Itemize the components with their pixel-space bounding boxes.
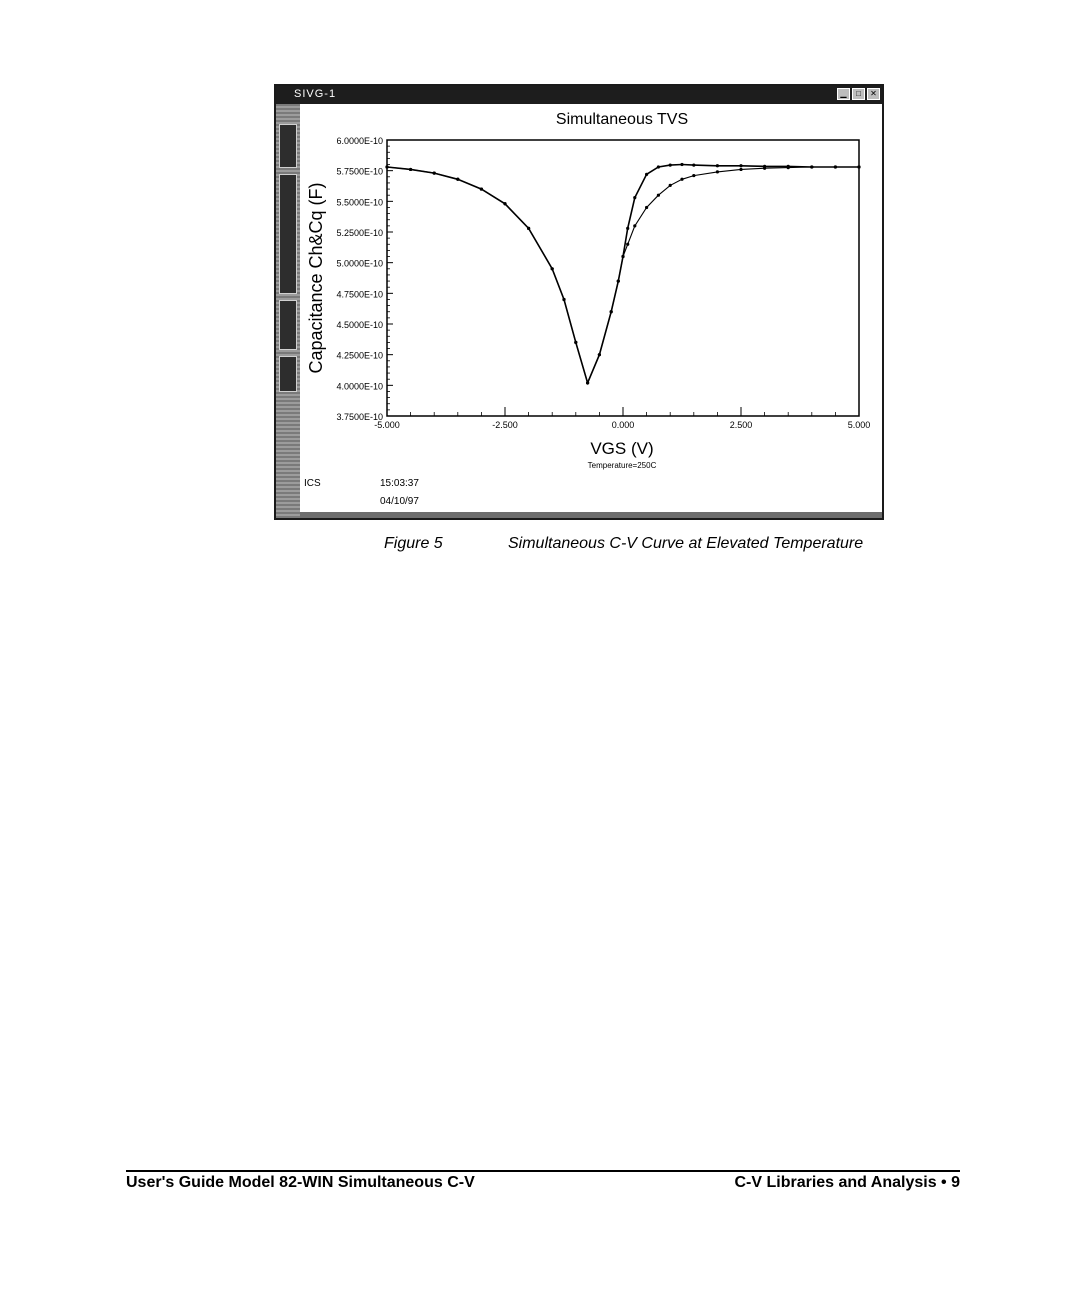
figure-caption: Simultaneous C-V Curve at Elevated Temperature xyxy=(508,535,864,552)
x-tick-label: 5.000 xyxy=(847,420,871,430)
series-2-point xyxy=(763,167,766,170)
x-tick-label: 0.000 xyxy=(611,420,635,430)
y-tick-label: 5.5000E-10 xyxy=(336,197,383,208)
series-1-point xyxy=(633,196,636,199)
series-1-point xyxy=(626,227,629,230)
series-2-point xyxy=(657,194,660,197)
series-1-point xyxy=(657,165,660,168)
side-tab-2[interactable] xyxy=(279,174,297,294)
footer-left: User's Guide Model 82-WIN Simultaneous C-V xyxy=(126,1174,475,1191)
series-1-point xyxy=(680,163,683,166)
series-2-point xyxy=(433,172,436,175)
window-title: SIVG-1 xyxy=(294,88,337,100)
side-tab-4[interactable] xyxy=(279,356,297,392)
series-2-point xyxy=(810,165,813,168)
cv-chart xyxy=(300,104,882,484)
y-tick-label: 4.5000E-10 xyxy=(336,320,383,330)
series-line-2 xyxy=(387,167,859,383)
y-axis-label: Capacitance Ch&Cq (F) xyxy=(306,182,326,374)
plot-window xyxy=(274,84,884,520)
series-2-point xyxy=(562,298,565,301)
series-2-point xyxy=(409,168,412,171)
series-2-point xyxy=(633,224,636,227)
series-1-point xyxy=(739,164,742,167)
series-2-point xyxy=(692,174,695,177)
close-icon[interactable]: ✕ xyxy=(867,88,880,100)
series-line-1 xyxy=(387,165,859,383)
series-2-point xyxy=(716,170,719,173)
footer-right: C-V Libraries and Analysis • 9 xyxy=(734,1174,960,1191)
chart-title: Simultaneous TVS xyxy=(555,111,689,128)
series-2-point xyxy=(598,353,601,356)
plot-frame xyxy=(387,140,859,416)
series-2-point xyxy=(574,341,577,344)
side-tab-1[interactable] xyxy=(279,124,297,168)
y-tick-label: 5.2500E-10 xyxy=(336,228,383,238)
series-2-point xyxy=(586,381,589,384)
series-2-point xyxy=(610,310,613,313)
series-1-point xyxy=(669,164,672,167)
y-tick-label: 5.7500E-10 xyxy=(336,166,383,177)
series-2-point xyxy=(857,165,860,168)
y-tick-label: 3.7500E-10 xyxy=(336,412,383,422)
series-1-point xyxy=(692,164,695,167)
stamp-date: 04/10/97 xyxy=(380,496,419,507)
series-2-point xyxy=(739,168,742,171)
x-axis-label: VGS (V) xyxy=(590,439,654,458)
series-2-point xyxy=(480,187,483,190)
y-tick-label: 4.7500E-10 xyxy=(336,289,383,300)
series-2-point xyxy=(645,206,648,209)
footer-rule xyxy=(126,1170,960,1172)
series-2-point xyxy=(669,184,672,187)
maximize-icon[interactable]: □ xyxy=(852,88,865,100)
figure-number: Figure 5 xyxy=(384,535,443,552)
series-2-point xyxy=(503,202,506,205)
series-2-point xyxy=(621,255,624,258)
chart-subtitle: Temperature=250C xyxy=(587,461,657,470)
series-2-point xyxy=(617,279,620,282)
minimize-icon[interactable]: ▁ xyxy=(837,88,850,100)
series-1-point xyxy=(716,164,719,167)
window-title-bar xyxy=(276,86,882,104)
side-tab-3[interactable] xyxy=(279,300,297,350)
x-tick-label: 2.500 xyxy=(729,420,753,430)
y-tick-label: 4.2500E-10 xyxy=(336,350,383,361)
series-2-point xyxy=(680,178,683,181)
series-2-point xyxy=(456,178,459,181)
stamp-time: 15:03:37 xyxy=(380,478,419,489)
y-tick-label: 4.0000E-10 xyxy=(336,381,383,392)
series-2-point xyxy=(626,243,629,246)
x-tick-label: -5.000 xyxy=(374,420,400,430)
series-2-point xyxy=(385,165,388,168)
series-2-point xyxy=(834,165,837,168)
x-tick-label: -2.500 xyxy=(492,420,518,430)
side-toolbar xyxy=(276,104,300,518)
series-1-point xyxy=(645,173,648,176)
series-2-point xyxy=(527,227,530,230)
series-2-point xyxy=(787,166,790,169)
series-2-point xyxy=(551,267,554,270)
stamp-label: ICS xyxy=(304,478,321,489)
window-bottom-bar xyxy=(300,512,882,518)
y-tick-label: 5.0000E-10 xyxy=(336,258,383,269)
y-tick-label: 6.0000E-10 xyxy=(336,136,383,146)
